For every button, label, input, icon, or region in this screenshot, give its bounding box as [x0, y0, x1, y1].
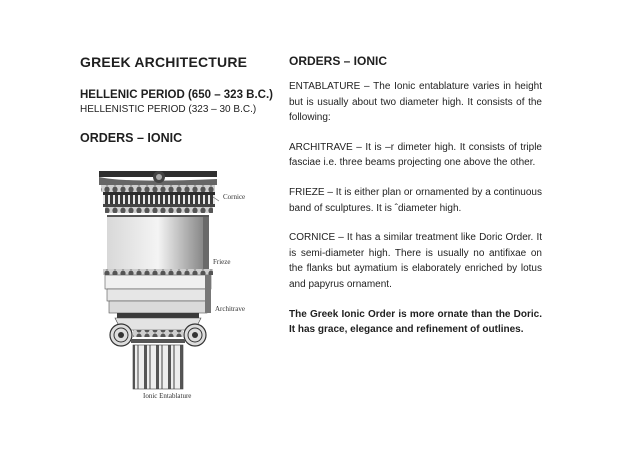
- architrave-label: Architrave: [215, 305, 245, 313]
- column-shaft: [133, 345, 183, 389]
- orders-ionic-heading-left: ORDERS – IONIC: [80, 131, 183, 145]
- cornice-block: [99, 171, 219, 213]
- hellenistic-period-subheading: HELLENISTIC PERIOD (323 – 30 B.C.): [80, 104, 257, 115]
- entablature-paragraph: ENTABLATURE – The Ionic entablature varies in height but is usually about two diameter high. It consists of the following:: [289, 81, 542, 124]
- orders-ionic-heading-right: ORDERS – IONIC: [289, 54, 388, 68]
- figure-caption: Ionic Entablature: [143, 392, 192, 400]
- ionic-entablature-illustration: [95, 165, 275, 403]
- cornice-label: Cornice: [223, 193, 246, 201]
- hellenic-period-heading: HELLENIC PERIOD (650 – 323 B.C.): [80, 89, 273, 101]
- left-column: [80, 54, 280, 145]
- frieze-label: Frieze: [213, 258, 231, 266]
- ionic-capital: [110, 313, 206, 346]
- page-title: GREEK ARCHITECTURE: [80, 54, 248, 70]
- cornice-paragraph: CORNICE – It has a similar treatment like Doric Order. It is semi-diameter high. There is usually no antifixae on the flanks but aymatium is elaborately enriched by lotus and papyrus ornament.: [289, 232, 542, 290]
- frieze-block: [107, 215, 209, 269]
- architrave-paragraph: ARCHITRAVE – It is –r dimeter high. It consists of triple fasciae i.e. three beams projecting one above the other.: [289, 141, 542, 169]
- frieze-paragraph: FRIEZE – It is either plan or ornamented by a continuous band of sculptures. It is ˆdiameter high.: [289, 186, 542, 214]
- architrave-block: [103, 269, 213, 313]
- right-column: [289, 54, 542, 338]
- summary-paragraph: The Greek Ionic Order is more ornate than the Doric. It has grace, elegance and refinement of outlines.: [289, 308, 542, 336]
